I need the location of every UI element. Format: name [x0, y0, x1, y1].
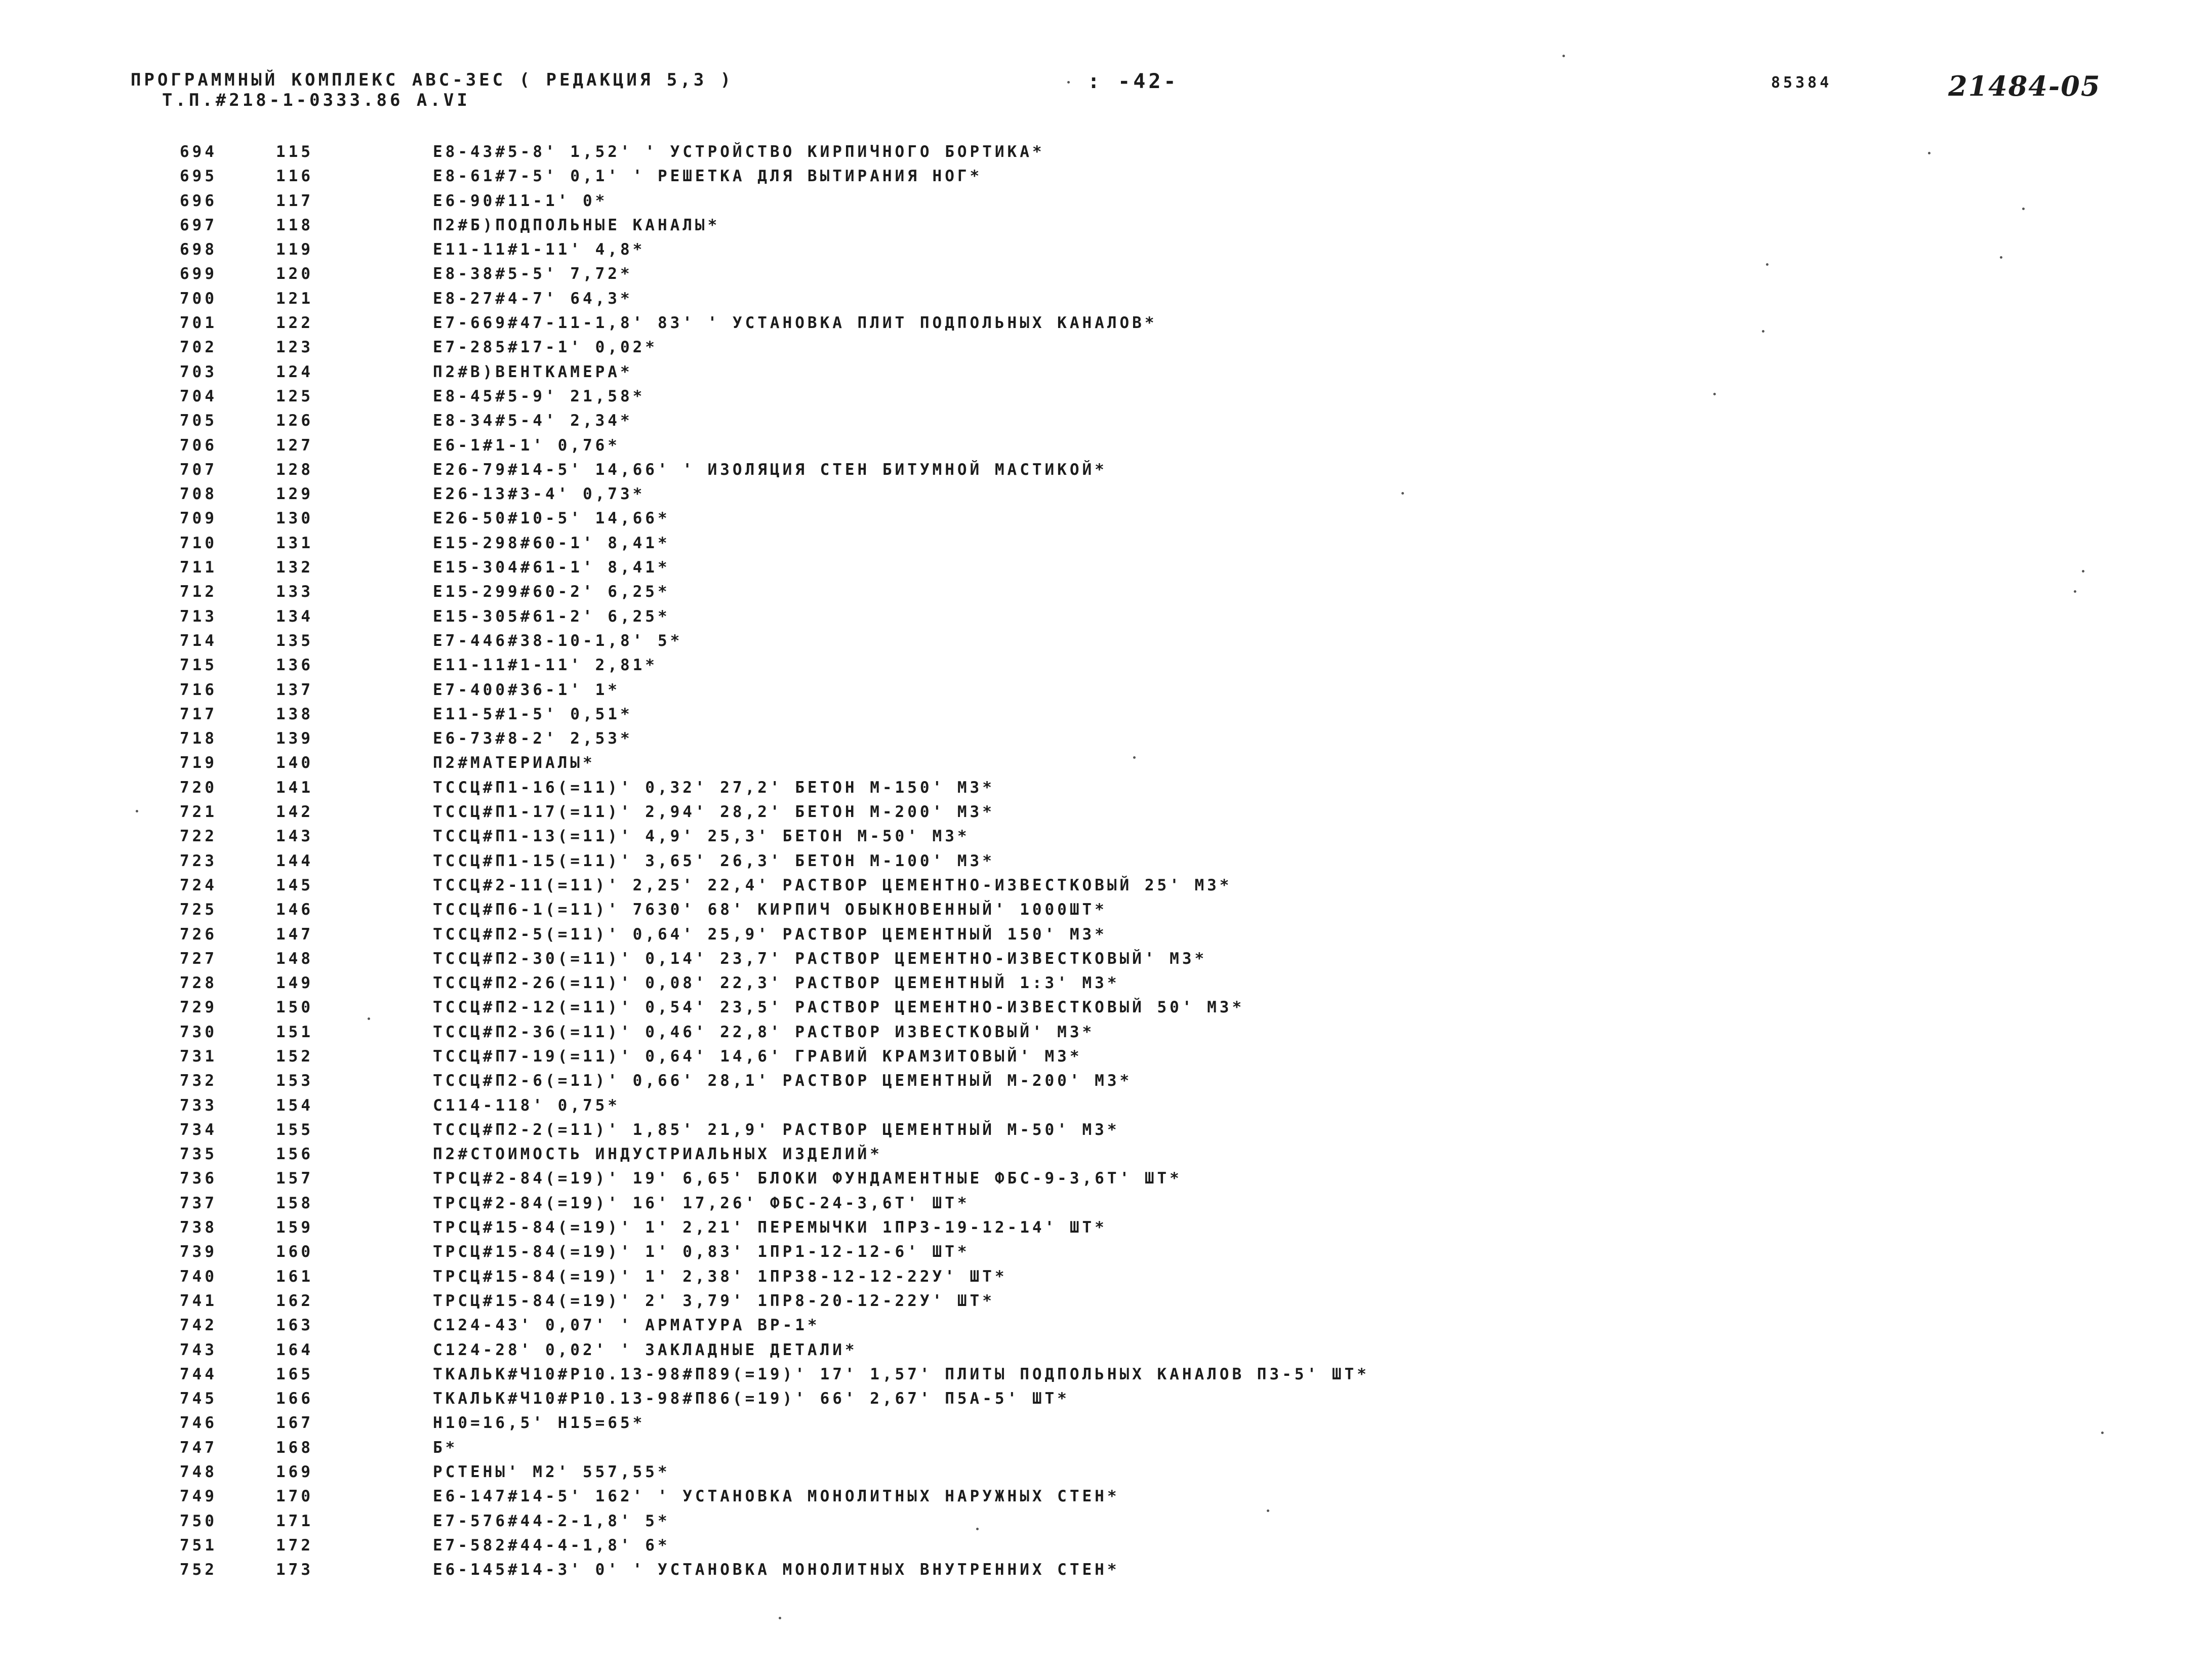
- listing-row: [180, 995, 2154, 1019]
- scan-speck: [2101, 1432, 2104, 1434]
- listing-row: [180, 1118, 2154, 1142]
- scan-speck: [2022, 208, 2025, 210]
- scan-speck: [2074, 590, 2076, 593]
- listing-row: [180, 702, 2154, 726]
- listing-row: [180, 897, 2154, 922]
- document-number: 85384: [1771, 74, 1832, 92]
- line-number: 707: [180, 460, 217, 479]
- listing-row: [180, 433, 2154, 458]
- listing-row: [180, 580, 2154, 604]
- record-number: 124: [276, 362, 313, 381]
- record-text: Е6-90#11-1' 0*: [433, 191, 608, 210]
- line-number: 698: [180, 240, 217, 259]
- record-number: 131: [276, 534, 313, 552]
- line-number: 725: [180, 901, 217, 919]
- record-number: 126: [276, 412, 313, 430]
- record-text: ТССЦ#П2-36(=11)' 0,46' 22,8' РАСТВОР ИЗВЕСТКОВЫЙ' М3*: [433, 1023, 1095, 1041]
- record-number: 160: [276, 1243, 313, 1261]
- record-number: 139: [276, 729, 313, 748]
- line-number: 724: [180, 876, 217, 894]
- listing-row: [180, 384, 2154, 409]
- listing-row: [180, 1460, 2154, 1484]
- record-text: Е6-147#14-5' 162' ' УСТАНОВКА МОНОЛИТНЫХ НАРУЖНЫХ СТЕН*: [433, 1487, 1120, 1506]
- record-number: 173: [276, 1561, 313, 1579]
- record-text: ТССЦ#П2-12(=11)' 0,54' 23,5' РАСТВОР ЦЕМЕНТНО-ИЗВЕСТКОВЫЙ 50' М3*: [433, 998, 1245, 1017]
- record-text: ТКАЛЬК#Ч10#Р10.13-98#П86(=19)' 66' 2,67' П5А-5' ШТ*: [433, 1390, 1070, 1408]
- listing-row: [180, 140, 2154, 164]
- listing-row: [180, 189, 2154, 213]
- record-text: Е11-5#1-5' 0,51*: [433, 705, 633, 723]
- listing-row: [180, 1289, 2154, 1313]
- record-text: ТРСЦ#15-84(=19)' 1' 0,83' 1ПР1-12-12-6' ШТ*: [433, 1243, 970, 1261]
- record-text: Б*: [433, 1438, 458, 1457]
- record-text: Е7-582#44-4-1,8' 6*: [433, 1536, 670, 1555]
- scan-speck: [1067, 81, 1070, 84]
- record-number: 167: [276, 1414, 313, 1433]
- record-number: 122: [276, 314, 313, 333]
- record-text: ТССЦ#П1-17(=11)' 2,94' 28,2' БЕТОН М-200' М3*: [433, 803, 995, 822]
- line-number: 699: [180, 265, 217, 283]
- record-text: ТРСЦ#2-84(=19)' 19' 6,65' БЛОКИ ФУНДАМЕНТНЫЕ ФБС-9-3,6Т' ШТ*: [433, 1169, 1182, 1188]
- page-number: : -42-: [1088, 70, 1179, 93]
- line-number: 735: [180, 1145, 217, 1164]
- record-number: 118: [276, 216, 313, 234]
- line-number: 743: [180, 1340, 217, 1359]
- scan-speck: [1762, 330, 1764, 333]
- record-text: ТРСЦ#2-84(=19)' 16' 17,26' ФБС-24-3,6Т' ШТ*: [433, 1194, 970, 1212]
- record-text: РСТЕНЫ' М2' 557,55*: [433, 1463, 670, 1482]
- listing-row: [180, 335, 2154, 359]
- record-text: Е26-13#3-4' 0,73*: [433, 485, 646, 504]
- record-text: Е15-299#60-2' 6,25*: [433, 583, 670, 601]
- line-number: 752: [180, 1561, 217, 1579]
- record-number: 120: [276, 265, 313, 283]
- record-number: 152: [276, 1047, 313, 1066]
- listing-row: [180, 458, 2154, 482]
- line-number: 748: [180, 1463, 217, 1482]
- record-number: 121: [276, 289, 313, 308]
- record-text: ТРСЦ#15-84(=19)' 1' 2,21' ПЕРЕМЫЧКИ 1ПР3-19-12-14' ШТ*: [433, 1218, 1107, 1237]
- record-number: 142: [276, 803, 313, 822]
- scan-speck: [2082, 570, 2084, 573]
- record-text: ТССЦ#П2-6(=11)' 0,66' 28,1' РАСТВОР ЦЕМЕНТНЫЙ М-200' М3*: [433, 1072, 1133, 1090]
- record-text: Н10=16,5' Н15=65*: [433, 1414, 646, 1433]
- listing-row: [180, 1313, 2154, 1337]
- record-text: П2#СТОИМОСТЬ ИНДУСТРИАЛЬНЫХ ИЗДЕЛИЙ*: [433, 1145, 882, 1164]
- listing-row: [180, 849, 2154, 873]
- record-text: Е26-50#10-5' 14,66*: [433, 509, 670, 528]
- listing-row: [180, 947, 2154, 971]
- record-text: Е7-285#17-1' 0,02*: [433, 338, 658, 357]
- listing-row: [180, 1044, 2154, 1069]
- record-number: 161: [276, 1267, 313, 1286]
- listing-row: [180, 971, 2154, 995]
- record-number: 169: [276, 1463, 313, 1482]
- line-number: 702: [180, 338, 217, 357]
- line-number: 715: [180, 656, 217, 675]
- record-number: 156: [276, 1145, 313, 1164]
- line-number: 734: [180, 1120, 217, 1139]
- listing-row: [180, 1142, 2154, 1166]
- record-number: 138: [276, 705, 313, 723]
- record-text: Е15-305#61-2' 6,25*: [433, 607, 670, 626]
- scan-speck: [136, 810, 138, 812]
- listing-row: [180, 1509, 2154, 1533]
- line-number: 713: [180, 607, 217, 626]
- line-number: 742: [180, 1316, 217, 1335]
- listing-row: [180, 751, 2154, 775]
- listing-row: [180, 873, 2154, 897]
- scan-speck: [779, 1617, 781, 1619]
- line-number: 731: [180, 1047, 217, 1066]
- scan-speck: [368, 1017, 370, 1020]
- record-text: ТССЦ#П1-13(=11)' 4,9' 25,3' БЕТОН М-50' М3*: [433, 827, 970, 846]
- record-number: 153: [276, 1072, 313, 1090]
- listing-row: [180, 1264, 2154, 1289]
- line-number: 710: [180, 534, 217, 552]
- listing-row: [180, 1338, 2154, 1362]
- record-number: 143: [276, 827, 313, 846]
- line-number: 703: [180, 362, 217, 381]
- listing-row: [180, 678, 2154, 702]
- record-text: ТКАЛЬК#Ч10#Р10.13-98#П89(=19)' 17' 1,57' ПЛИТЫ ПОДПОЛЬНЫХ КАНАЛОВ П3-5' ШТ*: [433, 1365, 1370, 1383]
- listing-row: [180, 629, 2154, 653]
- line-number: 700: [180, 289, 217, 308]
- line-number: 726: [180, 925, 217, 944]
- record-text: Е8-27#4-7' 64,3*: [433, 289, 633, 308]
- record-text: ТССЦ#П2-26(=11)' 0,08' 22,3' РАСТВОР ЦЕМЕНТНЫЙ 1:3' М3*: [433, 974, 1120, 993]
- record-text: Е8-43#5-8' 1,52' ' УСТРОЙСТВО КИРПИЧНОГО БОРТИКА*: [433, 143, 1045, 161]
- line-number: 706: [180, 436, 217, 455]
- line-number: 728: [180, 974, 217, 993]
- listing-row: [180, 262, 2154, 286]
- record-number: 165: [276, 1365, 313, 1383]
- record-number: 154: [276, 1096, 313, 1115]
- line-number: 746: [180, 1414, 217, 1433]
- record-number: 149: [276, 974, 313, 993]
- record-text: Е7-400#36-1' 1*: [433, 680, 620, 699]
- scan-speck: [1401, 492, 1404, 495]
- line-number: 720: [180, 778, 217, 797]
- record-text: С114-118' 0,75*: [433, 1096, 620, 1115]
- record-text: ТССЦ#П6-1(=11)' 7630' 68' КИРПИЧ ОБЫКНОВЕННЫЙ' 1000ШТ*: [433, 901, 1107, 919]
- listing-row: [180, 1411, 2154, 1435]
- line-number: 751: [180, 1536, 217, 1555]
- listing-row: [180, 1215, 2154, 1240]
- listing-row: [180, 1166, 2154, 1191]
- listing-row: [180, 360, 2154, 384]
- listing-row: [180, 775, 2154, 800]
- scan-speck: [1133, 756, 1136, 759]
- record-number: 164: [276, 1340, 313, 1359]
- line-number: 732: [180, 1072, 217, 1090]
- listing-row: [180, 531, 2154, 555]
- record-text: ТССЦ#П7-19(=11)' 0,64' 14,6' ГРАВИЙ КРАМЗИТОВЫЙ' М3*: [433, 1047, 1082, 1066]
- record-number: 171: [276, 1512, 313, 1530]
- line-number: 749: [180, 1487, 217, 1506]
- record-text: ТССЦ#П2-2(=11)' 1,85' 21,9' РАСТВОР ЦЕМЕНТНЫЙ М-50' М3*: [433, 1120, 1120, 1139]
- line-number: 747: [180, 1438, 217, 1457]
- record-number: 116: [276, 167, 313, 186]
- listing-row: [180, 824, 2154, 848]
- record-text: ТССЦ#П1-15(=11)' 3,65' 26,3' БЕТОН М-100' М3*: [433, 851, 995, 870]
- record-number: 125: [276, 387, 313, 405]
- line-number: 727: [180, 949, 217, 968]
- listing-row: [180, 922, 2154, 947]
- handwritten-archive-number: 21484-05: [1948, 70, 2101, 102]
- line-number: 721: [180, 803, 217, 822]
- listing-row: [180, 653, 2154, 677]
- record-number: 168: [276, 1438, 313, 1457]
- scan-speck: [976, 1528, 979, 1530]
- record-text: Е15-304#61-1' 8,41*: [433, 558, 670, 577]
- record-text: Е7-669#47-11-1,8' 83' ' УСТАНОВКА ПЛИТ ПОДПОЛЬНЫХ КАНАЛОВ*: [433, 314, 1157, 333]
- record-number: 150: [276, 998, 313, 1017]
- record-text: ТССЦ#П2-5(=11)' 0,64' 25,9' РАСТВОР ЦЕМЕНТНЫЙ 150' М3*: [433, 925, 1107, 944]
- record-number: 129: [276, 485, 313, 504]
- record-number: 136: [276, 656, 313, 675]
- listing-row: [180, 482, 2154, 506]
- line-number: 717: [180, 705, 217, 723]
- record-text: Е8-61#7-5' 0,1' ' РЕШЕТКА ДЛЯ ВЫТИРАНИЯ НОГ*: [433, 167, 983, 186]
- line-number: 708: [180, 485, 217, 504]
- listing-row: [180, 555, 2154, 580]
- line-number: 719: [180, 754, 217, 772]
- record-text: Е15-298#60-1' 8,41*: [433, 534, 670, 552]
- listing-row: [180, 1386, 2154, 1411]
- listing-row: [180, 1020, 2154, 1044]
- listing-row: [180, 1436, 2154, 1460]
- record-number: 141: [276, 778, 313, 797]
- record-number: 115: [276, 143, 313, 161]
- listing-row: [180, 409, 2154, 433]
- scan-speck: [2000, 256, 2002, 259]
- record-text: ТРСЦ#15-84(=19)' 1' 2,38' 1ПР38-12-12-22У' ШТ*: [433, 1267, 1008, 1286]
- record-number: 137: [276, 680, 313, 699]
- record-text: Е26-79#14-5' 14,66' ' ИЗОЛЯЦИЯ СТЕН БИТУМНОЙ МАСТИКОЙ*: [433, 460, 1107, 479]
- line-number: 709: [180, 509, 217, 528]
- record-text: П2#Б)ПОДПОЛЬНЫЕ КАНАЛЫ*: [433, 216, 720, 234]
- record-number: 166: [276, 1390, 313, 1408]
- line-number: 696: [180, 191, 217, 210]
- line-number: 714: [180, 631, 217, 650]
- listing-table: [180, 140, 2154, 1582]
- listing-row: [180, 1240, 2154, 1264]
- record-text: ТССЦ#2-11(=11)' 2,25' 22,4' РАСТВОР ЦЕМЕНТНО-ИЗВЕСТКОВЫЙ 25' М3*: [433, 876, 1232, 894]
- listing-row: [180, 164, 2154, 188]
- scan-speck: [1713, 393, 1716, 395]
- line-number: 744: [180, 1365, 217, 1383]
- record-number: 135: [276, 631, 313, 650]
- listing-row: [180, 1191, 2154, 1215]
- line-number: 695: [180, 167, 217, 186]
- listing-row: [180, 1069, 2154, 1093]
- line-number: 736: [180, 1169, 217, 1188]
- line-number: 738: [180, 1218, 217, 1237]
- record-number: 123: [276, 338, 313, 357]
- line-number: 711: [180, 558, 217, 577]
- line-number: 737: [180, 1194, 217, 1212]
- record-text: С124-28' 0,02' ' ЗАКЛАДНЫЕ ДЕТАЛИ*: [433, 1340, 858, 1359]
- scan-speck: [1766, 263, 1768, 266]
- record-number: 144: [276, 851, 313, 870]
- record-number: 140: [276, 754, 313, 772]
- record-number: 170: [276, 1487, 313, 1506]
- record-number: 151: [276, 1023, 313, 1041]
- record-number: 127: [276, 436, 313, 455]
- record-text: Е7-576#44-2-1,8' 5*: [433, 1512, 670, 1530]
- record-text: Е6-145#14-3' 0' ' УСТАНОВКА МОНОЛИТНЫХ ВНУТРЕННИХ СТЕН*: [433, 1561, 1120, 1579]
- record-text: Е8-45#5-9' 21,58*: [433, 387, 646, 405]
- line-number: 730: [180, 1023, 217, 1041]
- program-title: ПРОГРАММНЫЙ КОМПЛЕКС АВС-3ЕС ( РЕДАКЦИЯ 5,3 ): [131, 70, 734, 90]
- line-number: 740: [180, 1267, 217, 1286]
- line-number: 733: [180, 1096, 217, 1115]
- line-number: 723: [180, 851, 217, 870]
- record-number: 134: [276, 607, 313, 626]
- record-text: Е11-11#1-11' 4,8*: [433, 240, 646, 259]
- listing-row: [180, 1362, 2154, 1386]
- listing-row: [180, 506, 2154, 530]
- record-number: 159: [276, 1218, 313, 1237]
- record-text: Е11-11#1-11' 2,81*: [433, 656, 658, 675]
- record-text: ТРСЦ#15-84(=19)' 2' 3,79' 1ПР8-20-12-22У' ШТ*: [433, 1291, 995, 1310]
- record-number: 145: [276, 876, 313, 894]
- listing-row: [180, 237, 2154, 262]
- scan-speck: [1267, 1509, 1269, 1512]
- listing-row: [180, 213, 2154, 237]
- record-number: 147: [276, 925, 313, 944]
- record-text: Е8-34#5-4' 2,34*: [433, 412, 633, 430]
- line-number: 712: [180, 583, 217, 601]
- line-number: 694: [180, 143, 217, 161]
- listing-row: [180, 726, 2154, 751]
- record-number: 172: [276, 1536, 313, 1555]
- scan-speck: [1562, 55, 1565, 57]
- line-number: 741: [180, 1291, 217, 1310]
- line-number: 750: [180, 1512, 217, 1530]
- line-number: 701: [180, 314, 217, 333]
- line-number: 739: [180, 1243, 217, 1261]
- listing-row: [180, 1484, 2154, 1508]
- listing-row: [180, 311, 2154, 335]
- listing-row: [180, 1533, 2154, 1558]
- line-number: 704: [180, 387, 217, 405]
- record-number: 132: [276, 558, 313, 577]
- record-number: 128: [276, 460, 313, 479]
- record-text: ТССЦ#П2-30(=11)' 0,14' 23,7' РАСТВОР ЦЕМЕНТНО-ИЗВЕСТКОВЫЙ' М3*: [433, 949, 1208, 968]
- record-number: 117: [276, 191, 313, 210]
- listing-row: [180, 604, 2154, 629]
- record-text: ТССЦ#П1-16(=11)' 0,32' 27,2' БЕТОН М-150' М3*: [433, 778, 995, 797]
- line-number: 716: [180, 680, 217, 699]
- record-number: 130: [276, 509, 313, 528]
- record-text: П2#МАТЕРИАЛЫ*: [433, 754, 595, 772]
- record-number: 163: [276, 1316, 313, 1335]
- record-number: 158: [276, 1194, 313, 1212]
- line-number: 718: [180, 729, 217, 748]
- listing-row: [180, 800, 2154, 824]
- line-number: 697: [180, 216, 217, 234]
- record-number: 148: [276, 949, 313, 968]
- record-text: Е6-73#8-2' 2,53*: [433, 729, 633, 748]
- listing-row: [180, 287, 2154, 311]
- record-number: 133: [276, 583, 313, 601]
- record-text: Е8-38#5-5' 7,72*: [433, 265, 633, 283]
- record-number: 157: [276, 1169, 313, 1188]
- project-reference: Т.П.#218-1-0333.86 А.VI: [162, 90, 470, 110]
- line-number: 722: [180, 827, 217, 846]
- scan-speck: [1928, 152, 1931, 154]
- record-text: Е7-446#38-10-1,8' 5*: [433, 631, 683, 650]
- record-text: С124-43' 0,07' ' АРМАТУРА ВР-1*: [433, 1316, 820, 1335]
- record-number: 119: [276, 240, 313, 259]
- record-number: 155: [276, 1120, 313, 1139]
- record-text: Е6-1#1-1' 0,76*: [433, 436, 620, 455]
- line-number: 745: [180, 1390, 217, 1408]
- record-text: П2#В)ВЕНТКАМЕРА*: [433, 362, 633, 381]
- line-number: 705: [180, 412, 217, 430]
- listing-row: [180, 1558, 2154, 1582]
- record-number: 146: [276, 901, 313, 919]
- line-number: 729: [180, 998, 217, 1017]
- record-number: 162: [276, 1291, 313, 1310]
- listing-row: [180, 1093, 2154, 1118]
